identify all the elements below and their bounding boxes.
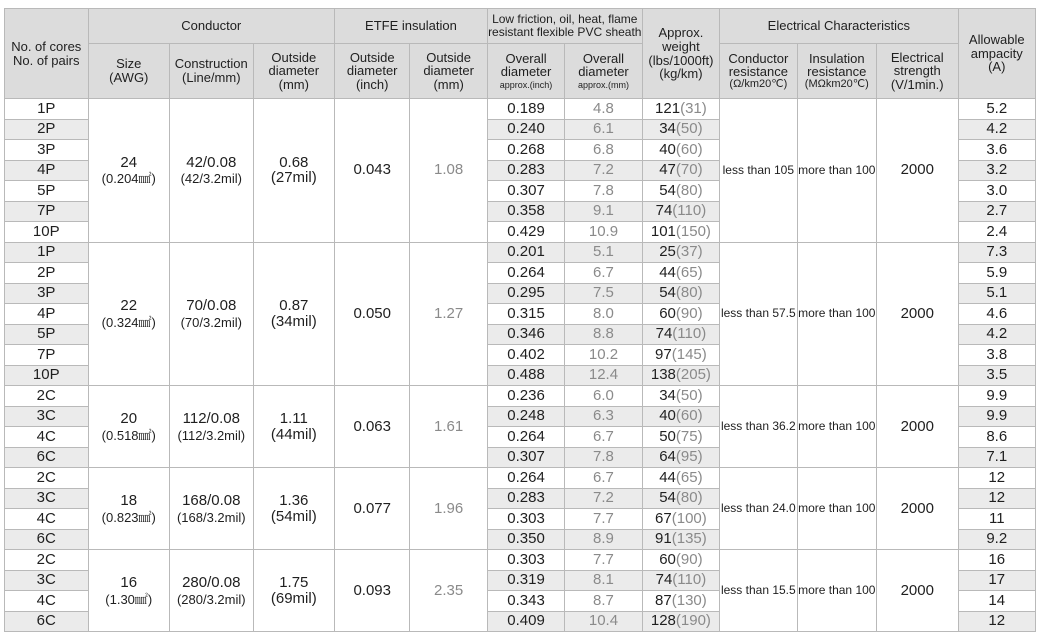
header-sheath-mm: Overall diameter approx.(mm): [565, 44, 642, 99]
construction: 168/0.08 (168/3.2mil): [170, 468, 254, 550]
overall-diameter-mm: 7.7: [565, 550, 642, 571]
overall-diameter-inch: 0.315: [487, 304, 564, 325]
outside-diameter: 0.68 (27mil): [253, 99, 334, 243]
allowable-ampacity: 9.9: [958, 386, 1035, 407]
core-count: 2P: [5, 263, 89, 284]
size-awg: 16 (1.30㎟): [88, 550, 169, 632]
overall-diameter-inch: 0.346: [487, 324, 564, 345]
header-etfe-mm: Outside diameter (mm): [410, 44, 487, 99]
allowable-ampacity: 9.9: [958, 406, 1035, 427]
overall-diameter-inch: 0.248: [487, 406, 564, 427]
etfe-diameter-mm: 1.08: [410, 99, 487, 243]
approx-weight: 25(37): [642, 242, 719, 263]
size-awg: 20 (0.518㎟): [88, 386, 169, 468]
overall-diameter-mm: 7.5: [565, 283, 642, 304]
overall-diameter-mm: 6.7: [565, 263, 642, 284]
overall-diameter-inch: 0.264: [487, 263, 564, 284]
approx-weight: 64(95): [642, 447, 719, 468]
header-sheath: Low friction, oil, heat, flame resistant flexible PVC sheath: [487, 9, 642, 44]
overall-diameter-inch: 0.358: [487, 201, 564, 222]
core-count: 5P: [5, 181, 89, 202]
header-outside-diameter: Outside diameter (mm): [253, 44, 334, 99]
allowable-ampacity: 4.2: [958, 119, 1035, 140]
allowable-ampacity: 12: [958, 611, 1035, 632]
core-count: 6C: [5, 611, 89, 632]
core-count: 4C: [5, 591, 89, 612]
core-count: 7P: [5, 345, 89, 366]
overall-diameter-inch: 0.236: [487, 386, 564, 407]
allowable-ampacity: 4.6: [958, 304, 1035, 325]
overall-diameter-inch: 0.303: [487, 550, 564, 571]
header-conductor: Conductor: [88, 9, 335, 44]
overall-diameter-inch: 0.429: [487, 222, 564, 243]
overall-diameter-mm: 4.8: [565, 99, 642, 120]
allowable-ampacity: 5.9: [958, 263, 1035, 284]
allowable-ampacity: 12: [958, 468, 1035, 489]
overall-diameter-inch: 0.488: [487, 365, 564, 386]
header-cores: No. of cores No. of pairs: [5, 9, 89, 99]
core-count: 3C: [5, 570, 89, 591]
overall-diameter-mm: 6.0: [565, 386, 642, 407]
overall-diameter-inch: 0.268: [487, 140, 564, 161]
overall-diameter-mm: 8.0: [565, 304, 642, 325]
approx-weight: 87(130): [642, 591, 719, 612]
allowable-ampacity: 5.2: [958, 99, 1035, 120]
approx-weight: 50(75): [642, 427, 719, 448]
outside-diameter: 1.36 (54mil): [253, 468, 334, 550]
construction: 280/0.08 (280/3.2mil): [170, 550, 254, 632]
approx-weight: 40(60): [642, 140, 719, 161]
overall-diameter-mm: 7.8: [565, 181, 642, 202]
core-count: 4P: [5, 304, 89, 325]
approx-weight: 44(65): [642, 263, 719, 284]
core-count: 6C: [5, 529, 89, 550]
etfe-diameter-mm: 1.96: [410, 468, 487, 550]
approx-weight: 121(31): [642, 99, 719, 120]
outside-diameter: 1.11 (44mil): [253, 386, 334, 468]
construction: 70/0.08 (70/3.2mil): [170, 242, 254, 386]
table-row: [5, 99, 1036, 120]
allowable-ampacity: 3.2: [958, 160, 1035, 181]
conductor-resistance: less than 105: [720, 99, 797, 243]
core-count: 4C: [5, 509, 89, 530]
core-count: 7P: [5, 201, 89, 222]
electrical-strength: 2000: [877, 468, 959, 550]
core-count: 6C: [5, 447, 89, 468]
overall-diameter-inch: 0.201: [487, 242, 564, 263]
insulation-resistance: more than 100: [797, 99, 876, 243]
overall-diameter-mm: 8.8: [565, 324, 642, 345]
table-row: [5, 242, 1036, 263]
etfe-diameter-mm: 1.27: [410, 242, 487, 386]
etfe-diameter-mm: 1.61: [410, 386, 487, 468]
approx-weight: 74(110): [642, 201, 719, 222]
allowable-ampacity: 16: [958, 550, 1035, 571]
header-construction: Construction (Line/mm): [170, 44, 254, 99]
overall-diameter-mm: 6.7: [565, 427, 642, 448]
header-insulation-resistance: Insulation resistance (MΩkm20℃): [797, 44, 876, 99]
approx-weight: 54(80): [642, 488, 719, 509]
overall-diameter-mm: 8.9: [565, 529, 642, 550]
overall-diameter-mm: 7.2: [565, 488, 642, 509]
table-body: [5, 99, 1036, 632]
approx-weight: 74(110): [642, 324, 719, 345]
insulation-resistance: more than 100: [797, 242, 876, 386]
core-count: 1P: [5, 242, 89, 263]
header-etfe: ETFE insulation: [335, 9, 488, 44]
overall-diameter-mm: 12.4: [565, 365, 642, 386]
overall-diameter-mm: 7.2: [565, 160, 642, 181]
construction: 112/0.08 (112/3.2mil): [170, 386, 254, 468]
core-count: 3C: [5, 406, 89, 427]
insulation-resistance: more than 100: [797, 386, 876, 468]
overall-diameter-inch: 0.240: [487, 119, 564, 140]
electrical-strength: 2000: [877, 242, 959, 386]
core-count: 2C: [5, 386, 89, 407]
approx-weight: 54(80): [642, 283, 719, 304]
electrical-strength: 2000: [877, 99, 959, 243]
allowable-ampacity: 7.3: [958, 242, 1035, 263]
etfe-diameter-mm: 2.35: [410, 550, 487, 632]
overall-diameter-inch: 0.283: [487, 160, 564, 181]
overall-diameter-inch: 0.307: [487, 181, 564, 202]
overall-diameter-mm: 9.1: [565, 201, 642, 222]
overall-diameter-mm: 8.7: [565, 591, 642, 612]
conductor-resistance: less than 57.5: [720, 242, 797, 386]
overall-diameter-mm: 6.8: [565, 140, 642, 161]
approx-weight: 67(100): [642, 509, 719, 530]
core-count: 1P: [5, 99, 89, 120]
size-awg: 24 (0.204㎟): [88, 99, 169, 243]
approx-weight: 47(70): [642, 160, 719, 181]
allowable-ampacity: 3.6: [958, 140, 1035, 161]
insulation-resistance: more than 100: [797, 550, 876, 632]
overall-diameter-mm: 6.7: [565, 468, 642, 489]
header-ampacity: Allowable ampacity (A): [958, 9, 1035, 99]
conductor-resistance: less than 24.0: [720, 468, 797, 550]
conductor-resistance: less than 15.5: [720, 550, 797, 632]
approx-weight: 34(50): [642, 386, 719, 407]
core-count: 3P: [5, 140, 89, 161]
approx-weight: 128(190): [642, 611, 719, 632]
core-count: 4P: [5, 160, 89, 181]
size-awg: 22 (0.324㎟): [88, 242, 169, 386]
core-count: 5P: [5, 324, 89, 345]
overall-diameter-mm: 7.8: [565, 447, 642, 468]
overall-diameter-mm: 6.3: [565, 406, 642, 427]
etfe-diameter-inch: 0.093: [335, 550, 410, 632]
approx-weight: 97(145): [642, 345, 719, 366]
core-count: 10P: [5, 365, 89, 386]
header-weight: Approx. weight (lbs/1000ft) (kg/km): [642, 9, 719, 99]
overall-diameter-mm: 10.4: [565, 611, 642, 632]
header-electrical-strength: Electrical strength (V/1min.): [877, 44, 959, 99]
overall-diameter-inch: 0.189: [487, 99, 564, 120]
core-count: 2C: [5, 550, 89, 571]
core-count: 3C: [5, 488, 89, 509]
overall-diameter-inch: 0.402: [487, 345, 564, 366]
size-awg: 18 (0.823㎟): [88, 468, 169, 550]
etfe-diameter-inch: 0.043: [335, 99, 410, 243]
overall-diameter-mm: 6.1: [565, 119, 642, 140]
allowable-ampacity: 5.1: [958, 283, 1035, 304]
header-conductor-resistance: Conductor resistance (Ω/km20℃): [720, 44, 797, 99]
allowable-ampacity: 11: [958, 509, 1035, 530]
header-sheath-inch: Overall diameter approx.(inch): [487, 44, 564, 99]
approx-weight: 44(65): [642, 468, 719, 489]
etfe-diameter-inch: 0.063: [335, 386, 410, 468]
overall-diameter-mm: 8.1: [565, 570, 642, 591]
overall-diameter-inch: 0.295: [487, 283, 564, 304]
overall-diameter-inch: 0.283: [487, 488, 564, 509]
core-count: 4C: [5, 427, 89, 448]
allowable-ampacity: 2.4: [958, 222, 1035, 243]
approx-weight: 91(135): [642, 529, 719, 550]
overall-diameter-mm: 5.1: [565, 242, 642, 263]
approx-weight: 40(60): [642, 406, 719, 427]
overall-diameter-inch: 0.409: [487, 611, 564, 632]
overall-diameter-inch: 0.350: [487, 529, 564, 550]
table-row: [5, 468, 1036, 489]
allowable-ampacity: 3.8: [958, 345, 1035, 366]
allowable-ampacity: 2.7: [958, 201, 1035, 222]
allowable-ampacity: 8.6: [958, 427, 1035, 448]
etfe-diameter-inch: 0.050: [335, 242, 410, 386]
overall-diameter-inch: 0.307: [487, 447, 564, 468]
overall-diameter-inch: 0.319: [487, 570, 564, 591]
core-count: 3P: [5, 283, 89, 304]
overall-diameter-inch: 0.264: [487, 427, 564, 448]
table-row: [5, 386, 1036, 407]
allowable-ampacity: 3.5: [958, 365, 1035, 386]
outside-diameter: 0.87 (34mil): [253, 242, 334, 386]
insulation-resistance: more than 100: [797, 468, 876, 550]
allowable-ampacity: 4.2: [958, 324, 1035, 345]
approx-weight: 74(110): [642, 570, 719, 591]
conductor-resistance: less than 36.2: [720, 386, 797, 468]
core-count: 2P: [5, 119, 89, 140]
electrical-strength: 2000: [877, 386, 959, 468]
overall-diameter-inch: 0.303: [487, 509, 564, 530]
table-row: [5, 550, 1036, 571]
outside-diameter: 1.75 (69mil): [253, 550, 334, 632]
approx-weight: 54(80): [642, 181, 719, 202]
approx-weight: 60(90): [642, 550, 719, 571]
allowable-ampacity: 17: [958, 570, 1035, 591]
overall-diameter-inch: 0.343: [487, 591, 564, 612]
cable-spec-table: [4, 8, 1036, 632]
approx-weight: 34(50): [642, 119, 719, 140]
electrical-strength: 2000: [877, 550, 959, 632]
core-count: 10P: [5, 222, 89, 243]
construction: 42/0.08 (42/3.2mil): [170, 99, 254, 243]
core-count: 2C: [5, 468, 89, 489]
overall-diameter-inch: 0.264: [487, 468, 564, 489]
approx-weight: 101(150): [642, 222, 719, 243]
allowable-ampacity: 12: [958, 488, 1035, 509]
allowable-ampacity: 14: [958, 591, 1035, 612]
allowable-ampacity: 3.0: [958, 181, 1035, 202]
header-electrical: Electrical Characteristics: [720, 9, 958, 44]
etfe-diameter-inch: 0.077: [335, 468, 410, 550]
header-etfe-inch: Outside diameter (inch): [335, 44, 410, 99]
header-size: Size (AWG): [88, 44, 169, 99]
approx-weight: 138(205): [642, 365, 719, 386]
overall-diameter-mm: 10.2: [565, 345, 642, 366]
allowable-ampacity: 7.1: [958, 447, 1035, 468]
overall-diameter-mm: 7.7: [565, 509, 642, 530]
allowable-ampacity: 9.2: [958, 529, 1035, 550]
approx-weight: 60(90): [642, 304, 719, 325]
overall-diameter-mm: 10.9: [565, 222, 642, 243]
